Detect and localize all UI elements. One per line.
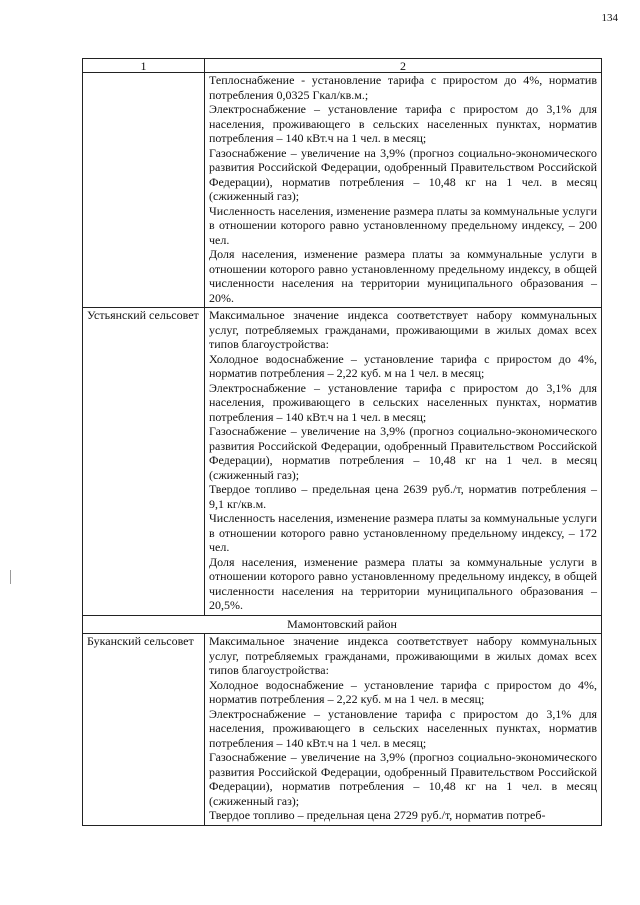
- paragraph: Теплоснабжение - установление тарифа с приростом до 4%, норматив потребления 0,0325 Гкал/кв.м.;: [209, 73, 597, 102]
- district-row: [83, 615, 602, 634]
- paragraph: Электроснабжение – установление тарифа с приростом до 3,1% для населения, проживающего в сельских населенных пунктах, норматив потребления – 140 кВт.ч на 1 чел. в месяц;: [209, 706, 597, 750]
- district-heading: Мамонтовский район: [83, 615, 602, 634]
- paragraph: Электроснабжение – установление тарифа с приростом до 3,1% для населения, проживающего в сельских населенных пунктах, норматив потребления – 140 кВт.ч на 1 чел. в месяц;: [209, 380, 597, 424]
- paragraph: Газоснабжение – увеличение на 3,9% (прогноз социально-экономического развития Российской Федерации, одобренный Правительством Российской Федерации), норматив потребления – 10,48 кг на 1 чел. в месяц (сжиженный газ);: [209, 145, 597, 203]
- page-number: 134: [601, 12, 618, 24]
- paragraph: Газоснабжение – увеличение на 3,9% (прогноз социально-экономического развития Российской Федерации, одобренный Правительством Российской Федерации), норматив потребления – 10,48 кг на 1 чел. в месяц (сжиженный газ);: [209, 424, 597, 482]
- paragraph: Максимальное значение индекса соответствует набору коммунальных услуг, потребляемых гражданами, проживающими в жилых домах всех типов благоустройства:: [209, 308, 597, 351]
- description-cell: [205, 73, 602, 308]
- paragraph: Доля населения, изменение размера платы за коммунальные услуги в отношении которого равно установленному предельному индексу, в общей численности населения на территории муниципального образования – 20,5%.: [209, 554, 597, 612]
- paragraph: Холодное водоснабжение – установление тарифа с приростом до 4%, норматив потребления – 2,22 куб. м на 1 чел. в месяц;: [209, 351, 597, 380]
- paragraph: Твердое топливо – предельная цена 2639 руб./т, норматив потребления – 9,1 кг/кв.м.: [209, 482, 597, 511]
- tariff-index-table: [82, 58, 602, 826]
- paragraph: Твердое топливо – предельная цена 2729 руб./т, норматив потреб-: [209, 808, 546, 822]
- table-row: [83, 634, 602, 826]
- header-col-1: 1: [83, 59, 205, 73]
- paragraph: Электроснабжение – установление тарифа с приростом до 3,1% для населения, проживающего в сельских населенных пунктах, норматив потребления – 140 кВт.ч на 1 чел. в месяц;: [209, 102, 597, 145]
- scan-artifact-mark: [10, 570, 11, 584]
- table-row: [83, 308, 602, 616]
- description-cell: [205, 634, 602, 826]
- header-col-2: 2: [205, 59, 602, 73]
- municipality-name: Устьянский сельсовет: [83, 308, 205, 616]
- municipality-cell-empty: [83, 73, 205, 308]
- table-row: [83, 73, 602, 308]
- paragraph: Холодное водоснабжение – установление тарифа с приростом до 4%, норматив потребления – 2,22 куб. м на 1 чел. в месяц;: [209, 677, 597, 706]
- paragraph: Доля населения, изменение размера платы за коммунальные услуги в отношении которого равно установленному предельному индексу, в общей численности населения на территории муниципального образования – 20%.: [209, 247, 597, 305]
- table-header-row: [83, 59, 602, 73]
- paragraph: Численность населения, изменение размера платы за коммунальные услуги в отношении которого равно установленному предельному индексу, – 200 чел.: [209, 203, 597, 247]
- paragraph: Численность населения, изменение размера платы за коммунальные услуги в отношении которого равно установленному предельному индексу, – 172 чел.: [209, 511, 597, 554]
- municipality-name: Буканский сельсовет: [83, 634, 205, 826]
- paragraph: Газоснабжение – увеличение на 3,9% (прогноз социально-экономического развития Российской Федерации, одобренный Правительством Российской Федерации), норматив потребления – 10,48 кг на 1 чел. в месяц (сжиженный газ);: [209, 750, 597, 808]
- paragraph: Максимальное значение индекса соответствует набору коммунальных услуг, потребляемых гражданами, проживающими в жилых домах всех типов благоустройства:: [209, 634, 597, 677]
- description-cell: [205, 308, 602, 616]
